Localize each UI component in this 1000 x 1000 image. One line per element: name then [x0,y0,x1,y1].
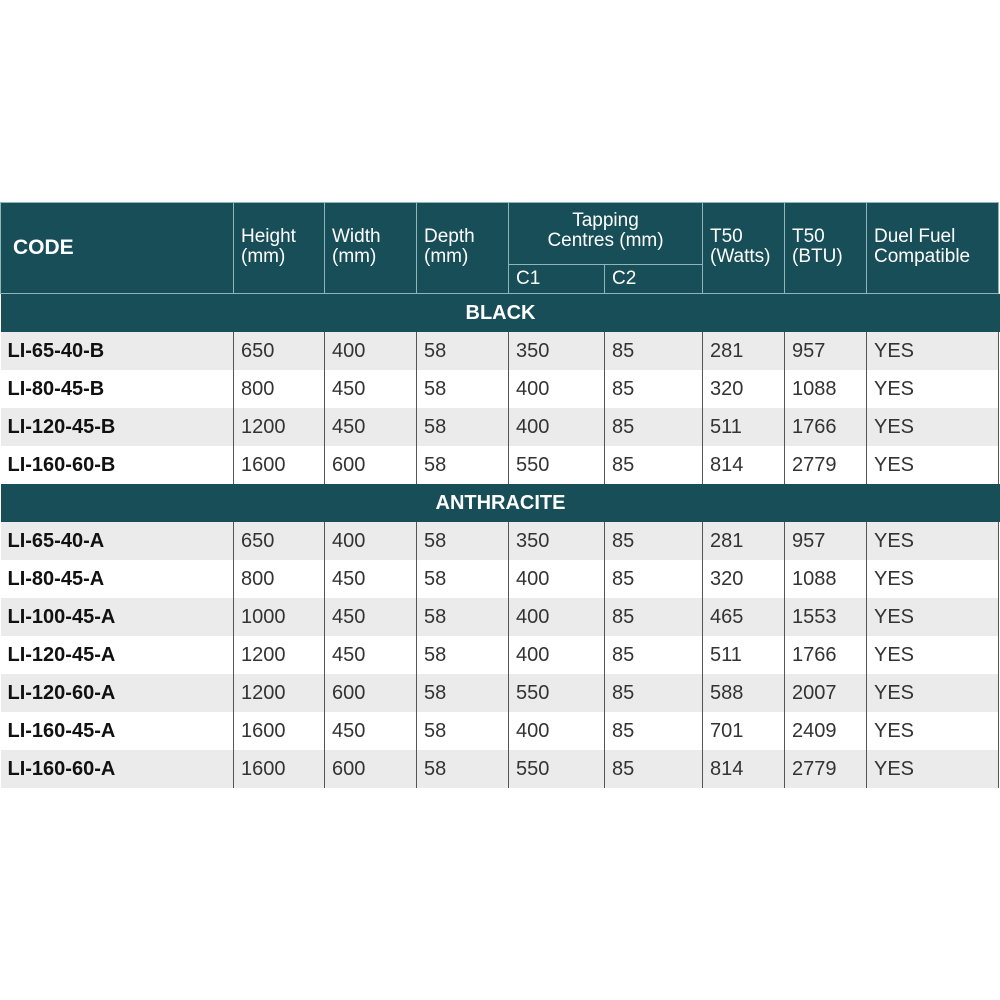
cell-height: 800 [234,560,325,598]
cell-t50-watts: 320 [703,560,785,598]
cell-depth: 58 [417,750,509,788]
cell-depth: 58 [417,522,509,560]
header-t50-watts [703,203,785,294]
table-row [1,522,1000,560]
cell-t50-btu: 957 [785,522,867,560]
cell-c2: 85 [605,370,703,408]
cell-t50-btu: 2409 [785,712,867,750]
cell-dual-fuel: YES [867,712,999,750]
cell-height: 1200 [234,636,325,674]
header-dual-line2: Compatible [874,246,971,267]
table-row [1,408,1000,446]
cell-t50-btu: 1088 [785,560,867,598]
cell-t50-watts: 320 [703,370,785,408]
cell-dual-fuel: YES [867,750,999,788]
cell-dual-fuel: YES [867,408,999,446]
header-width [325,203,417,294]
cell-height: 1600 [234,750,325,788]
cell-c1: 400 [509,598,605,636]
cell-c1: 350 [509,332,605,370]
cell-t50-btu: 2779 [785,750,867,788]
cell-depth: 58 [417,408,509,446]
header-height [234,203,325,294]
cell-depth: 58 [417,598,509,636]
cell-dual-fuel: YES [867,674,999,712]
cell-dual-fuel: YES [867,560,999,598]
header-code: CODE [1,203,234,294]
cell-c2: 85 [605,636,703,674]
cell-t50-watts: 511 [703,408,785,446]
cell-c1: 350 [509,522,605,560]
table-row [1,674,1000,712]
header-t50w-line2: (Watts) [710,246,771,267]
header-width-line1: Width [332,226,381,247]
cell-height: 1600 [234,446,325,484]
cell-dual-fuel: YES [867,522,999,560]
table-row [1,332,1000,370]
cell-code: LI-65-40-A [1,522,234,560]
cell-dual-fuel: YES [867,636,999,674]
cell-c2: 85 [605,674,703,712]
cell-width: 450 [325,636,417,674]
cell-depth: 58 [417,446,509,484]
cell-t50-btu: 2779 [785,446,867,484]
header-height-line1: Height [241,226,296,247]
cell-height: 1600 [234,712,325,750]
cell-height: 650 [234,522,325,560]
cell-height: 650 [234,332,325,370]
cell-code: LI-120-45-B [1,408,234,446]
cell-width: 400 [325,522,417,560]
cell-c2: 85 [605,522,703,560]
table-body [1,294,1000,789]
cell-t50-btu: 1088 [785,370,867,408]
table-row [1,598,1000,636]
table-row [1,636,1000,674]
cell-width: 450 [325,560,417,598]
cell-height: 1200 [234,674,325,712]
cell-c2: 85 [605,332,703,370]
table-row [1,560,1000,598]
header-depth-line1: Depth [424,226,475,247]
cell-t50-watts: 814 [703,446,785,484]
header-depth [417,203,509,294]
header-depth-line2: (mm) [424,246,469,267]
header-t50-btu [785,203,867,294]
cell-c1: 400 [509,560,605,598]
section-header [1,294,1000,333]
cell-depth: 58 [417,636,509,674]
cell-code: LI-80-45-B [1,370,234,408]
cell-c1: 550 [509,446,605,484]
cell-code: LI-160-60-A [1,750,234,788]
cell-width: 450 [325,370,417,408]
cell-c1: 400 [509,636,605,674]
cell-depth: 58 [417,370,509,408]
cell-height: 800 [234,370,325,408]
header-t50w-line1: T50 [710,226,743,247]
cell-c1: 550 [509,674,605,712]
header-t50b-line1: T50 [792,226,825,247]
section-header [1,484,1000,522]
cell-code: LI-80-45-A [1,560,234,598]
cell-c1: 400 [509,712,605,750]
cell-c2: 85 [605,712,703,750]
cell-code: LI-65-40-B [1,332,234,370]
header-tapping-centres [509,203,703,265]
cell-t50-watts: 281 [703,522,785,560]
cell-t50-watts: 701 [703,712,785,750]
section-title: ANTHRACITE [1,484,1000,522]
cell-dual-fuel: YES [867,370,999,408]
cell-width: 600 [325,750,417,788]
cell-width: 450 [325,408,417,446]
table-row [1,712,1000,750]
cell-t50-watts: 281 [703,332,785,370]
cell-t50-watts: 814 [703,750,785,788]
header-c2: C2 [605,265,703,294]
cell-code: LI-160-45-A [1,712,234,750]
cell-dual-fuel: YES [867,332,999,370]
header-width-line2: (mm) [332,246,377,267]
cell-t50-btu: 1766 [785,636,867,674]
cell-height: 1200 [234,408,325,446]
cell-dual-fuel: YES [867,446,999,484]
cell-code: LI-120-45-A [1,636,234,674]
cell-t50-watts: 465 [703,598,785,636]
cell-width: 450 [325,712,417,750]
header-c1: C1 [509,265,605,294]
cell-c2: 85 [605,446,703,484]
cell-c2: 85 [605,750,703,788]
cell-t50-btu: 1553 [785,598,867,636]
table-row [1,750,1000,788]
cell-c2: 85 [605,598,703,636]
table-row [1,446,1000,484]
cell-depth: 58 [417,712,509,750]
cell-dual-fuel: YES [867,598,999,636]
cell-c1: 400 [509,408,605,446]
cell-t50-watts: 588 [703,674,785,712]
header-tapping-line2: Centres (mm) [547,230,664,251]
cell-code: LI-120-60-A [1,674,234,712]
cell-c1: 550 [509,750,605,788]
header-tapping-line1: Tapping [572,210,639,231]
cell-depth: 58 [417,674,509,712]
cell-code: LI-100-45-A [1,598,234,636]
cell-c2: 85 [605,408,703,446]
cell-depth: 58 [417,332,509,370]
cell-height: 1000 [234,598,325,636]
header-dual-fuel [867,203,999,294]
cell-t50-btu: 1766 [785,408,867,446]
cell-t50-watts: 511 [703,636,785,674]
header-t50b-line2: (BTU) [792,246,843,267]
cell-c2: 85 [605,560,703,598]
cell-t50-btu: 957 [785,332,867,370]
header-height-line2: (mm) [241,246,286,267]
cell-code: LI-160-60-B [1,446,234,484]
header-dual-line1: Duel Fuel [874,226,956,247]
spec-table [0,202,1000,788]
table-row [1,370,1000,408]
section-title: BLACK [1,294,1000,333]
cell-width: 600 [325,674,417,712]
cell-width: 600 [325,446,417,484]
cell-t50-btu: 2007 [785,674,867,712]
cell-c1: 400 [509,370,605,408]
cell-width: 450 [325,598,417,636]
cell-depth: 58 [417,560,509,598]
cell-width: 400 [325,332,417,370]
